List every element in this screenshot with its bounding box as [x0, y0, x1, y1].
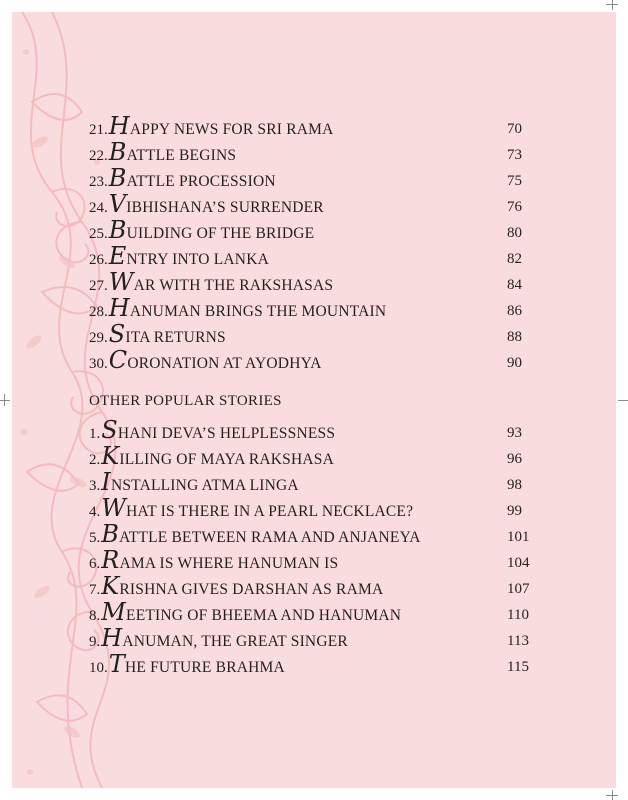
chapter-number: 29. [89, 330, 108, 346]
crop-mark-bottom-right-horizontal [606, 795, 618, 796]
drop-initial: H [108, 294, 130, 322]
chapter-title-text: ANUMAN BRINGS THE MOUNTAIN [129, 303, 387, 320]
chapter-number: 22. [89, 148, 108, 164]
toc-entry [89, 496, 539, 522]
page-number: 88 [507, 329, 522, 345]
drop-initial: C [108, 346, 128, 374]
chapter-number: 5. [89, 530, 101, 546]
drop-initial: M [101, 598, 127, 626]
chapter-title [108, 138, 237, 166]
toc-entry [89, 322, 539, 348]
chapter-number: 3. [89, 478, 101, 494]
chapter-number: 9. [89, 634, 101, 650]
chapter-title [108, 294, 387, 322]
page-number: 101 [507, 529, 530, 545]
toc-entry [89, 140, 539, 166]
toc-entry [89, 114, 539, 140]
drop-initial: E [108, 242, 127, 270]
chapter-title [108, 242, 269, 270]
page-number: 70 [507, 121, 522, 137]
chapter-title [108, 650, 285, 678]
chapter-title-text: ILLING OF MAYA RAKSHASA [119, 451, 334, 468]
drop-initial: H [108, 112, 130, 140]
chapter-title-text: NSTALLING ATMA LINGA [110, 477, 299, 494]
page-number: 113 [507, 633, 529, 649]
chapter-title-text: UILDING OF THE BRIDGE [126, 225, 315, 242]
chapter-title [108, 268, 334, 296]
chapter-number: 6. [89, 556, 101, 572]
drop-initial: H [101, 624, 123, 652]
page-number: 99 [507, 503, 522, 519]
chapter-title-text: ITA RETURNS [125, 329, 226, 346]
page-number: 115 [507, 659, 529, 675]
chapter-title-text: HAT IS THERE IN A PEARL NECKLACE? [126, 503, 414, 520]
table-of-contents [12, 12, 616, 788]
page-number: 96 [507, 451, 522, 467]
section-heading: OTHER POPULAR STORIES [89, 393, 282, 409]
chapter-title [108, 190, 324, 218]
chapter-title [101, 442, 334, 470]
chapter-title-text: HANI DEVA’S HELPLESSNESS [117, 425, 336, 442]
toc-entry [89, 218, 539, 244]
chapter-title-text: ATTLE PROCESSION [126, 173, 276, 190]
drop-initial: K [101, 442, 120, 470]
drop-initial: B [101, 520, 120, 548]
page-number: 75 [507, 173, 522, 189]
chapter-number: 8. [89, 608, 101, 624]
chapter-title [108, 320, 226, 348]
chapter-number: 21. [89, 122, 108, 138]
chapter-number: 25. [89, 226, 108, 242]
drop-initial: S [108, 320, 126, 348]
chapter-title [108, 346, 322, 374]
page-number: 84 [507, 277, 522, 293]
drop-initial: T [108, 650, 125, 678]
chapter-title-text: RISHNA GIVES DARSHAN AS RAMA [119, 581, 384, 598]
chapter-number: 23. [89, 174, 108, 190]
chapter-title [108, 112, 334, 140]
chapter-title [101, 572, 384, 600]
drop-initial: W [101, 494, 127, 522]
drop-initial: S [101, 416, 118, 444]
page-number: 82 [507, 251, 522, 267]
chapter-title [101, 416, 336, 444]
toc-entry [89, 548, 539, 574]
chapter-title [101, 468, 299, 496]
page-number: 110 [507, 607, 529, 623]
chapter-title-text: EETING OF BHEEMA AND HANUMAN [126, 607, 402, 624]
crop-mark-top-right-horizontal [606, 4, 618, 5]
toc-entry [89, 600, 539, 626]
page-number: 86 [507, 303, 522, 319]
chapter-title-text: NTRY INTO LANKA [126, 251, 269, 268]
chapter-title-text: ATTLE BETWEEN RAMA AND ANJANEYA [119, 529, 421, 546]
chapter-title [101, 624, 348, 652]
chapter-number: 26. [89, 252, 108, 268]
page-number: 76 [507, 199, 522, 215]
chapter-title [108, 164, 276, 192]
chapter-number: 27. [89, 278, 108, 294]
page-number: 90 [507, 355, 522, 371]
chapter-title-text: IBHISHANA’S SURRENDER [126, 199, 324, 216]
crop-mark-top-right-vertical [612, 0, 613, 10]
chapter-title [101, 598, 402, 626]
chapter-title [108, 216, 315, 244]
drop-initial: V [108, 190, 127, 218]
chapter-title-text: APPY NEWS FOR SRI RAMA [129, 121, 334, 138]
page-number: 98 [507, 477, 522, 493]
chapter-title [101, 520, 421, 548]
drop-initial: W [108, 268, 134, 296]
toc-entry [89, 348, 539, 374]
toc-entry [89, 522, 539, 548]
toc-entry [89, 418, 539, 444]
toc-entry [89, 270, 539, 296]
page-number: 80 [507, 225, 522, 241]
chapter-number: 30. [89, 356, 108, 372]
page-number: 107 [507, 581, 530, 597]
drop-initial: B [108, 164, 127, 192]
chapter-title [101, 546, 339, 574]
drop-initial: I [101, 468, 111, 496]
chapter-number: 2. [89, 452, 101, 468]
crop-mark-left-mid-horizontal [0, 400, 10, 401]
toc-entry [89, 470, 539, 496]
chapter-title-text: ANUMAN, THE GREAT SINGER [122, 633, 348, 650]
chapter-number: 28. [89, 304, 108, 320]
toc-entry [89, 444, 539, 470]
drop-initial: K [101, 572, 120, 600]
toc-entry [89, 192, 539, 218]
chapter-number: 24. [89, 200, 108, 216]
toc-entry [89, 652, 539, 678]
chapter-title-text: ORONATION AT AYODHYA [127, 355, 322, 372]
chapter-title-text: HE FUTURE BRAHMA [124, 659, 285, 676]
chapter-number: 1. [89, 426, 101, 442]
crop-mark-left-mid-vertical [4, 394, 5, 406]
chapter-number: 7. [89, 582, 101, 598]
toc-page [12, 12, 616, 788]
page-number: 93 [507, 425, 522, 441]
toc-entry [89, 296, 539, 322]
page-number: 104 [507, 555, 530, 571]
chapter-number: 4. [89, 504, 101, 520]
chapter-title-text: ATTLE BEGINS [126, 147, 237, 164]
drop-initial: B [108, 138, 127, 166]
toc-entry [89, 626, 539, 652]
drop-initial: B [108, 216, 127, 244]
chapter-number: 10. [89, 660, 108, 676]
chapter-title [101, 494, 414, 522]
toc-entry [89, 574, 539, 600]
page-number: 73 [507, 147, 522, 163]
toc-entry [89, 166, 539, 192]
chapter-title-text: AR WITH THE RAKSHASAS [133, 277, 334, 294]
toc-entry [89, 244, 539, 270]
drop-initial: R [101, 546, 120, 574]
crop-mark-right-mid-horizontal [618, 400, 628, 401]
chapter-title-text: AMA IS WHERE HANUMAN IS [119, 555, 339, 572]
